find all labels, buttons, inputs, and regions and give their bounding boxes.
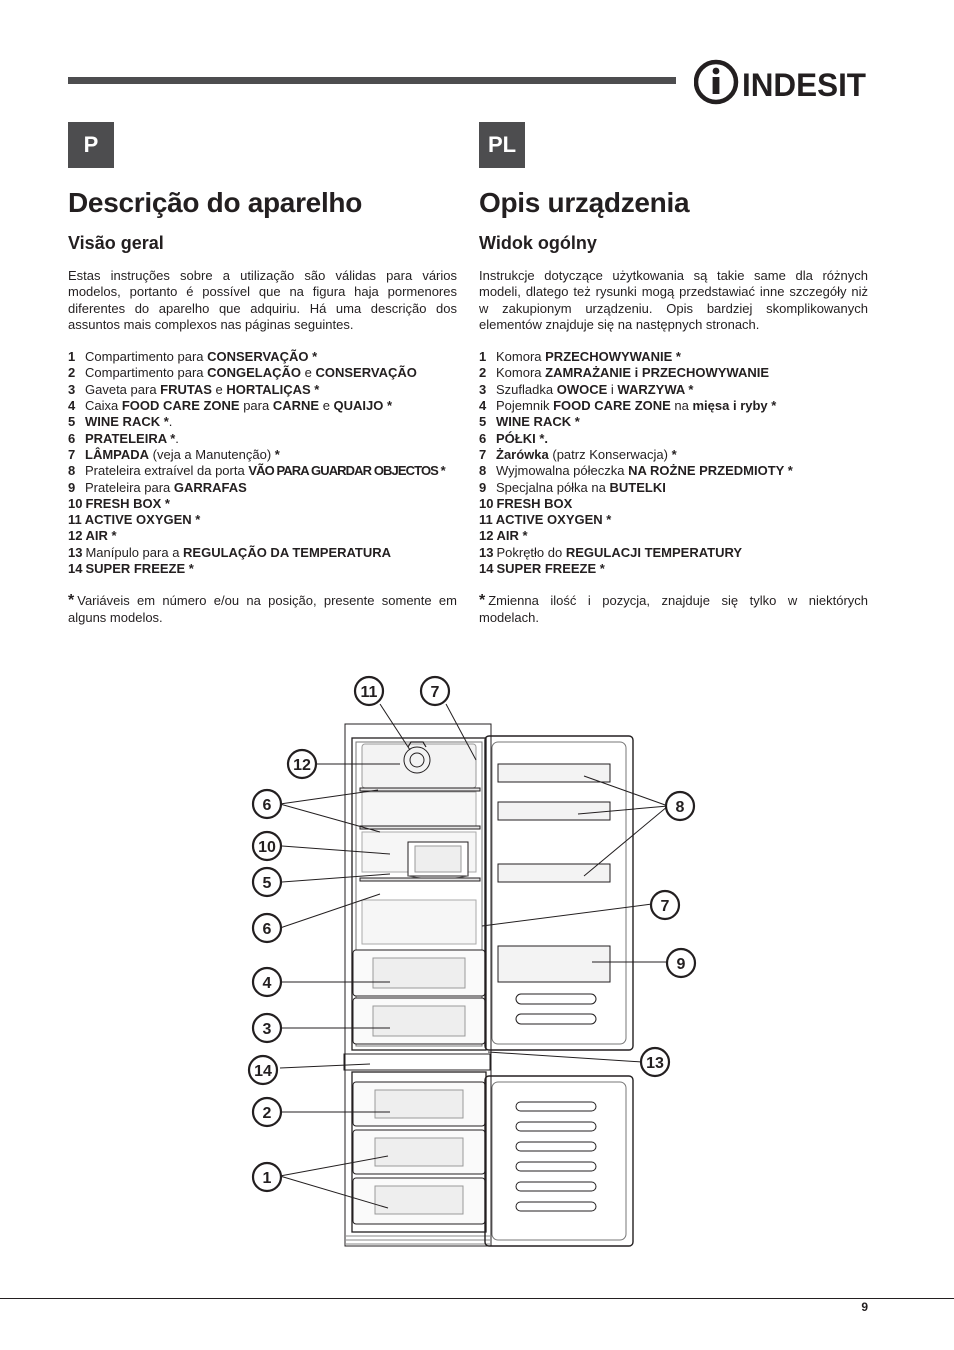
- item-number: 6: [479, 430, 487, 446]
- item-number: 11: [479, 512, 493, 528]
- item-text: CARNE: [272, 398, 320, 414]
- item-text: Wyjmowalna półeczka: [496, 463, 629, 479]
- indesit-logo: [694, 58, 868, 106]
- portuguese-column: [68, 186, 457, 626]
- section-title: Opis urządzenia: [479, 187, 690, 218]
- parts-list-item: [479, 447, 868, 463]
- callout-label: 9: [676, 956, 686, 973]
- parts-list-item: [68, 349, 457, 365]
- footnote: [479, 593, 868, 626]
- parts-list-item: [68, 512, 457, 528]
- item-text: FRESH BOX: [496, 495, 573, 511]
- callout-label: 2: [262, 1105, 272, 1122]
- item-text: PÓŁKI *.: [496, 430, 549, 446]
- callout-label: 8: [675, 799, 685, 816]
- item-number: 7: [68, 446, 76, 462]
- footer-rule: [0, 1298, 954, 1299]
- item-number: 5: [68, 414, 76, 430]
- door-shelf: [498, 864, 610, 882]
- parts-list-item: [479, 365, 868, 381]
- parts-list-item: [479, 528, 868, 544]
- item-number: 8: [68, 463, 76, 479]
- item-text: HORTALIÇAS *: [226, 381, 320, 397]
- item-text: mięsa i ryby *: [692, 398, 777, 414]
- bottle-shelf: [498, 946, 610, 982]
- callout-label: 5: [262, 875, 272, 892]
- item-number: 6: [68, 430, 76, 446]
- item-text: FRUTAS: [160, 381, 212, 397]
- item-number: 2: [479, 365, 487, 381]
- item-text: Caixa: [85, 398, 122, 414]
- control-panel: [344, 1054, 490, 1070]
- item-number: 9: [479, 479, 487, 495]
- parts-list-item: [68, 463, 457, 479]
- item-text: WARZYWA *: [617, 381, 694, 397]
- item-text: Compartimento para: [85, 365, 208, 381]
- item-text: CONSERVAÇÃO: [315, 365, 417, 381]
- parts-list-item: [68, 365, 457, 381]
- item-text: ZAMRAŻANIE i PRZECHOWYWANIE: [545, 365, 770, 381]
- parts-list-item: [479, 414, 868, 430]
- callout-label: 6: [262, 797, 272, 814]
- item-number: 10: [68, 495, 83, 511]
- item-number: 11: [68, 512, 82, 528]
- item-text: BUTELKI: [609, 479, 666, 495]
- item-text: WINE RACK *: [496, 414, 580, 430]
- item-number: 13: [68, 544, 83, 560]
- item-text: .: [168, 414, 173, 430]
- item-text: Compartimento para: [85, 349, 208, 365]
- intro-paragraph: Estas instruções sobre a utilização são válidas para vários modelos, portanto é possível que na figura haja pormenores diferentes do aparelho que adquiriu. Há uma descrição dos assuntos mais complexos nas páginas seguintes.: [68, 268, 457, 332]
- parts-list-item: [479, 463, 868, 479]
- item-text: AIR *: [496, 528, 528, 544]
- section-title: Descrição do aparelho: [68, 187, 363, 218]
- item-text: ACTIVE OXYGEN *: [495, 512, 612, 528]
- item-text: (patrz Konserwacja): [548, 446, 672, 462]
- polish-column: [479, 186, 868, 626]
- item-number: 2: [68, 365, 76, 381]
- callout-label: 13: [646, 1055, 664, 1072]
- parts-list-item: [68, 545, 457, 561]
- item-text: Prateleira extraível da porta: [85, 463, 249, 479]
- section-subtitle: Widok ogólny: [479, 233, 597, 253]
- parts-list-item: [68, 480, 457, 496]
- item-text: GARRAFAS: [173, 479, 247, 495]
- item-text: WINE RACK *: [85, 414, 169, 430]
- item-number: 1: [479, 349, 487, 365]
- item-text: Specjalna półka na: [496, 479, 610, 495]
- item-text: e: [319, 398, 334, 414]
- item-text: SUPER FREEZE *: [496, 561, 605, 577]
- item-text: PRATELEIRA *: [85, 430, 176, 446]
- item-text: FOOD CARE ZONE: [121, 398, 240, 414]
- callout-label: 7: [430, 684, 440, 701]
- item-text: Pokrętło do: [496, 544, 566, 560]
- item-text: *: [671, 446, 677, 462]
- parts-list-item: [479, 545, 868, 561]
- parts-list-item: [68, 447, 457, 463]
- item-text: Komora: [496, 349, 546, 365]
- parts-list-item: [68, 528, 457, 544]
- footnote-star: *: [479, 592, 486, 610]
- item-text: para: [239, 398, 273, 414]
- item-text: .: [175, 430, 179, 446]
- footnote-text: Zmienna ilość i pozycja, znajduje się tylko w niektórych modelach.: [479, 593, 868, 625]
- parts-list-item: [68, 561, 457, 577]
- footnote-star: *: [68, 592, 75, 610]
- parts-list: [479, 349, 868, 577]
- callout-label: 12: [293, 757, 311, 774]
- item-number: 12: [68, 528, 83, 544]
- item-text: NA ROŻNE PRZEDMIOTY *: [628, 463, 793, 479]
- item-text: na: [670, 398, 693, 414]
- item-text: CONGELAÇÃO: [207, 365, 302, 381]
- item-text: ACTIVE OXYGEN *: [84, 512, 201, 528]
- parts-list: [68, 349, 457, 577]
- item-text: LÂMPADA: [85, 446, 150, 462]
- parts-list-item: [479, 496, 868, 512]
- door-shelf: [498, 802, 610, 820]
- fridge-diagram: [240, 672, 700, 1252]
- item-number: 1: [68, 349, 76, 365]
- item-text: CONSERVAÇÃO *: [207, 349, 318, 365]
- parts-list-item: [68, 382, 457, 398]
- parts-list-item: [68, 431, 457, 447]
- item-text: Żarówka: [496, 446, 549, 462]
- header-rule: [68, 77, 676, 84]
- item-text: Szufladka: [496, 381, 557, 397]
- parts-list-item: [68, 414, 457, 430]
- parts-list-item: [479, 349, 868, 365]
- callout-label: 6: [262, 921, 272, 938]
- callout-label: 1: [262, 1170, 272, 1187]
- intro-paragraph: Instrukcje dotyczące użytkowania są takie same dla różnych modeli, dlatego też rysunki mogą przedstawiać inne szczegóły niż w zakupionym urządzeniu. Opis bardziej skomplikowanych elementów znajduje się na następnych stronach.: [479, 268, 868, 332]
- item-text: e: [301, 365, 316, 381]
- fridge-door: [485, 736, 633, 1050]
- item-text: Prateleira para: [85, 479, 174, 495]
- footnote: [68, 593, 457, 626]
- page-number: 9: [861, 1300, 868, 1314]
- item-text: e: [211, 381, 227, 397]
- item-text: QUAIJO *: [333, 398, 393, 414]
- item-text: FRESH BOX *: [85, 495, 170, 511]
- parts-list-item: [479, 382, 868, 398]
- parts-list-item: [479, 398, 868, 414]
- item-text: i: [607, 381, 618, 397]
- item-text: Komora: [496, 365, 546, 381]
- parts-list-item: [479, 512, 868, 528]
- parts-list-item: [68, 398, 457, 414]
- item-number: 4: [479, 398, 487, 414]
- parts-list-item: [479, 480, 868, 496]
- item-text: PRZECHOWYWANIE *: [545, 349, 681, 365]
- item-text: Manípulo para a: [85, 544, 184, 560]
- item-number: 9: [68, 479, 76, 495]
- item-number: 8: [479, 463, 487, 479]
- footnote-text: Variáveis em número e/ou na posição, presente somente em alguns modelos.: [68, 593, 457, 625]
- parts-list-item: [479, 561, 868, 577]
- item-number: 4: [68, 398, 76, 414]
- svg-text:INDESIT: INDESIT: [742, 67, 867, 103]
- callout-label: 7: [660, 898, 670, 915]
- item-number: 7: [479, 446, 487, 462]
- callout-label: 3: [262, 1021, 272, 1038]
- item-text: Pojemnik: [496, 398, 554, 414]
- item-text: *: [274, 446, 280, 462]
- parts-list-item: [479, 431, 868, 447]
- item-number: 14: [479, 561, 494, 577]
- item-number: 10: [479, 495, 494, 511]
- item-text: VÃO PARA GUARDAR OBJECTOS *: [248, 463, 445, 479]
- item-text: (veja a Manutenção): [149, 446, 275, 462]
- lang-badge-portuguese: P: [68, 122, 114, 168]
- item-number: 3: [479, 381, 487, 397]
- section-subtitle: Visão geral: [68, 233, 164, 253]
- callout-label: 11: [360, 684, 378, 701]
- callout-label: 14: [254, 1063, 272, 1080]
- item-text: REGULACJI TEMPERATURY: [565, 544, 743, 560]
- callout-label: 10: [258, 839, 276, 856]
- lang-badge-polish: PL: [479, 122, 525, 168]
- parts-list-item: [68, 496, 457, 512]
- item-number: 13: [479, 544, 494, 560]
- item-text: FOOD CARE ZONE: [553, 398, 671, 414]
- item-text: Gaveta para: [85, 381, 161, 397]
- item-text: REGULAÇÃO DA TEMPERATURA: [183, 544, 392, 560]
- callout-label: 4: [262, 975, 272, 992]
- item-number: 5: [479, 414, 487, 430]
- item-number: 12: [479, 528, 494, 544]
- item-text: OWOCE: [556, 381, 608, 397]
- item-number: 14: [68, 561, 83, 577]
- item-text: AIR *: [85, 528, 117, 544]
- item-text: SUPER FREEZE *: [85, 561, 194, 577]
- item-number: 3: [68, 381, 76, 397]
